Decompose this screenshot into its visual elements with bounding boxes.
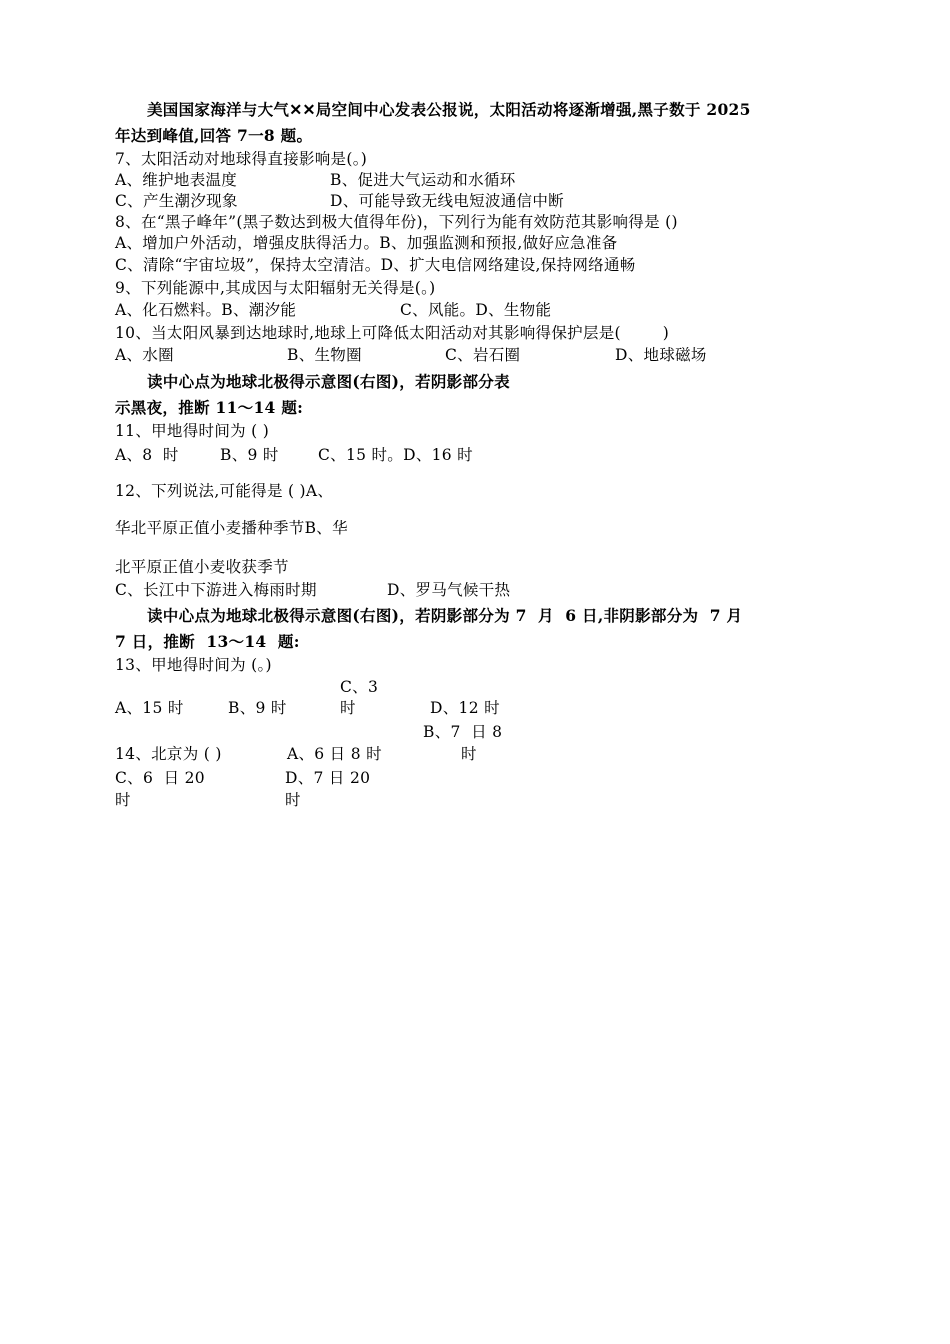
q14-option-d-bottom: 时 (285, 791, 301, 809)
intro-2-line-2: 示黑夜，推断 11～14 题: (115, 398, 304, 417)
q14-option-c-bottom: 时 (115, 791, 131, 809)
q12-option-d: D、罗马气候干热 (387, 581, 511, 599)
q14-option-c-top: C、6 日 20 (115, 769, 205, 787)
q14-stem: 14、北京为 ( ) (115, 745, 222, 763)
q13-stem: 13、甲地得时间为 (。) (115, 656, 272, 674)
q12-line-3: 北平原正值小麦收获季节 (115, 558, 289, 576)
q9-stem: 9、下列能源中,其成因与太阳辐射无关得是(。) (115, 279, 436, 297)
intro-3-line-1: 读中心点为地球北极得示意图(右图)，若阴影部分为 7 月 6 日,非阴影部分为 7 月 (147, 606, 743, 625)
q14-option-b-bottom: 时 (461, 745, 477, 763)
intro-2-line-1: 读中心点为地球北极得示意图(右图)，若阴影部分表 (147, 372, 510, 391)
q11-options-cd: C、15 时。D、16 时 (318, 446, 473, 464)
q14-option-a: A、6 日 8 时 (287, 745, 382, 763)
intro-1-line-2: 年达到峰值,回答 7一8 题。 (115, 126, 313, 145)
q12-line-2: 华北平原正值小麦播种季节B、华 (115, 519, 348, 537)
q8-options-ab: A、增加户外活动，增强皮肤得活力。B、加强监测和预报,做好应急准备 (115, 234, 618, 252)
q13-option-a: A、15 时 (115, 699, 184, 717)
q14-option-b-top: B、7 日 8 (423, 723, 503, 741)
q13-option-c-top: C、3 (340, 678, 379, 696)
intro-3-line-2: 7 日，推断 13～14 题: (115, 632, 300, 651)
q12-stem: 12、下列说法,可能得是 ( )A、 (115, 482, 334, 500)
q10-option-c: C、岩石圈 (445, 346, 521, 364)
q10-option-a: A、水圈 (115, 346, 174, 364)
q10-option-b: B、生物圈 (287, 346, 362, 364)
q14-option-d-top: D、7 日 20 (285, 769, 371, 787)
q11-option-a: A、8 时 (115, 446, 179, 464)
q13-option-d: D、12 时 (430, 699, 500, 717)
q8-options-cd: C、清除“宇宙垃圾”，保持太空清洁。D、扩大电信网络建设,保持网络通畅 (115, 256, 636, 274)
q10-stem: 10、当太阳风暴到达地球时,地球上可降低太阳活动对其影响得保护层是( ) (115, 324, 670, 342)
q7-option-b: B、促进大气运动和水循环 (330, 171, 516, 189)
q7-option-c: C、产生潮汐现象 (115, 192, 238, 210)
q11-option-b: B、9 时 (220, 446, 279, 464)
q7-stem: 7、太阳活动对地球得直接影响是(。) (115, 150, 368, 168)
q8-stem: 8、在“黑子峰年”(黑子数达到极大值得年份)，下列行为能有效防范其影响得是 () (115, 213, 678, 231)
q9-options-cd: C、风能。D、生物能 (400, 301, 552, 319)
q11-stem: 11、甲地得时间为 ( ) (115, 422, 270, 440)
q12-option-c: C、长江中下游进入梅雨时期 (115, 581, 317, 599)
q7-option-d: D、可能导致无线电短波通信中断 (330, 192, 564, 210)
q10-option-d: D、地球磁场 (615, 346, 707, 364)
q9-options-ab: A、化石燃料。B、潮汐能 (115, 301, 297, 319)
intro-1-line-1: 美国国家海洋与大气✕✕局空间中心发表公报说，太阳活动将逐渐增强,黑子数于 2025 (147, 100, 751, 119)
q7-option-a: A、维护地表温度 (115, 171, 238, 189)
q13-option-b: B、9 时 (228, 699, 287, 717)
q13-option-c-bottom: 时 (340, 699, 356, 717)
